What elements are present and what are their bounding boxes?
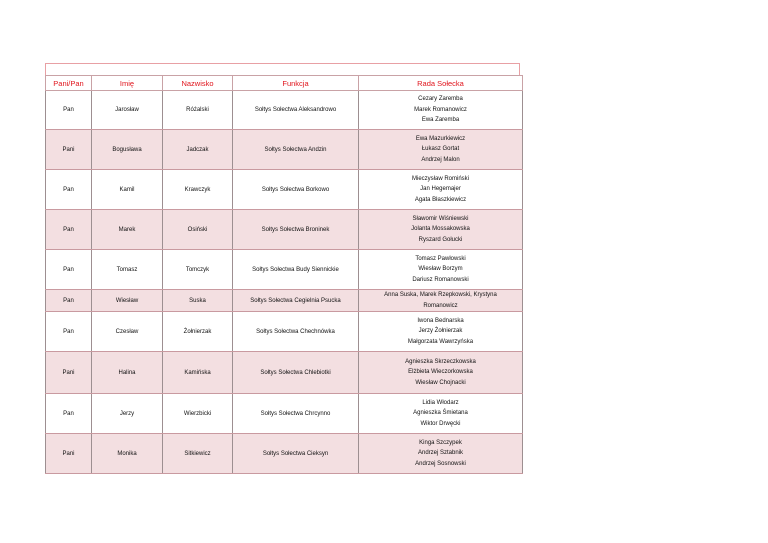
sheet-left-border xyxy=(45,463,46,469)
council-member: Iwona Bednarska xyxy=(417,317,464,324)
council-member: Anna Suska, Marek Rzepkowski, Krystyna xyxy=(384,292,497,298)
cell-last-name: Tomczyk xyxy=(163,250,233,290)
cell-role: Sołtys Sołectwa Cieksyn xyxy=(233,434,359,474)
council-member: Andrzej Malon xyxy=(421,156,460,163)
cell-council xyxy=(359,312,523,352)
council-member: Agnieszka Skrzeczkowska xyxy=(405,358,476,365)
cell-first-name: Jerzy xyxy=(92,394,163,434)
cell-title: Pani xyxy=(46,130,92,170)
council-member: Lidia Włodarz xyxy=(422,399,459,406)
council-member: Jerzy Żołnierzak xyxy=(418,328,463,335)
council-member: Andrzej Sosnowski xyxy=(415,460,466,467)
council-member: Kinga Szczypek xyxy=(419,439,462,446)
cell-title: Pan xyxy=(46,91,92,130)
council-member: Elżbieta Wieczorkowska xyxy=(408,369,473,376)
council-member: Sławomir Wiśniewski xyxy=(412,215,469,222)
cell-council xyxy=(359,352,523,394)
council-member: Mieczysław Romiński xyxy=(411,175,469,182)
header-row xyxy=(46,76,523,91)
table-row xyxy=(46,250,523,290)
cell-role: Sołtys Sołectwa Chrcynno xyxy=(233,394,359,434)
cell-title: Pan xyxy=(46,210,92,250)
cell-first-name: Wiesław xyxy=(92,290,163,312)
cell-role: Sołtys Sołectwa Budy Siennickie xyxy=(233,250,359,290)
table-row xyxy=(46,170,523,210)
cell-first-name: Kamil xyxy=(92,170,163,210)
cell-first-name: Bogusława xyxy=(92,130,163,170)
cell-role: Sołtys Sołectwa Chlebiotki xyxy=(233,352,359,394)
cell-first-name: Czesław xyxy=(92,312,163,352)
cell-last-name: Jadczak xyxy=(163,130,233,170)
cell-last-name: Różalski xyxy=(163,91,233,130)
cell-title: Pan xyxy=(46,312,92,352)
cell-council xyxy=(359,210,523,250)
council-member: Małgorzata Wawrzyńska xyxy=(407,338,474,345)
table-row xyxy=(46,394,523,434)
cell-role: Sołtys Sołectwa Broninek xyxy=(233,210,359,250)
council-member: Ewa Zaremba xyxy=(421,117,460,124)
cell-role: Sołtys Sołectwa Cegielnia Psucka xyxy=(233,290,359,312)
cell-last-name: Wierzbicki xyxy=(163,394,233,434)
cell-last-name: Żołnierzak xyxy=(163,312,233,352)
cell-first-name: Halina xyxy=(92,352,163,394)
council-member: Łukasz Gortat xyxy=(421,146,460,153)
council-member: Marek Romanowicz xyxy=(414,106,467,113)
cell-title: Pani xyxy=(46,352,92,394)
cell-council xyxy=(359,91,523,130)
council-member: Agnieszka Śmietana xyxy=(413,410,468,417)
table-row xyxy=(46,312,523,352)
cell-first-name: Tomasz xyxy=(92,250,163,290)
cell-first-name: Marek xyxy=(92,210,163,250)
cell-last-name: Suska xyxy=(163,290,233,312)
cell-last-name: Sitkiewicz xyxy=(163,434,233,474)
cell-council xyxy=(359,434,523,474)
council-member: Romanowicz xyxy=(423,302,458,309)
solectwa-table xyxy=(45,75,523,474)
cell-last-name: Osiński xyxy=(163,210,233,250)
header-title: Pani/Pan xyxy=(46,76,92,91)
cell-title: Pan xyxy=(46,290,92,312)
council-member: Wiesław Chojnacki xyxy=(415,379,466,386)
sheet-top-border xyxy=(45,63,520,75)
council-member: Agata Błaszkiewicz xyxy=(414,196,467,203)
cell-role: Sołtys Sołectwa Chechnówka xyxy=(233,312,359,352)
table-row xyxy=(46,434,523,474)
cell-role: Sołtys Sołectwa Andzin xyxy=(233,130,359,170)
header-last-name: Nazwisko xyxy=(163,76,233,91)
header-role: Funkcja xyxy=(233,76,359,91)
cell-council xyxy=(359,170,523,210)
council-member: Wiesław Borzym xyxy=(418,266,463,273)
cell-council xyxy=(359,250,523,290)
table-row xyxy=(46,91,523,130)
cell-last-name: Krawczyk xyxy=(163,170,233,210)
table-row xyxy=(46,352,523,394)
council-member: Wiktor Drwęcki xyxy=(420,420,461,427)
cell-title: Pani xyxy=(46,434,92,474)
table-row xyxy=(46,290,523,312)
table-row xyxy=(46,210,523,250)
table-row xyxy=(46,130,523,170)
council-member: Jolanta Mossakowska xyxy=(411,226,470,233)
cell-council xyxy=(359,290,523,312)
cell-title: Pan xyxy=(46,170,92,210)
cell-last-name: Kamińska xyxy=(163,352,233,394)
council-member: Jan Hegemajer xyxy=(420,186,461,193)
cell-first-name: Monika xyxy=(92,434,163,474)
cell-title: Pan xyxy=(46,394,92,434)
cell-role: Sołtys Sołectwa Aleksandrowo xyxy=(233,91,359,130)
cell-council xyxy=(359,130,523,170)
cell-title: Pan xyxy=(46,250,92,290)
cell-first-name: Jarosław xyxy=(92,91,163,130)
council-member: Cezary Zaremba xyxy=(418,96,463,103)
council-member: Ewa Mazurkiewicz xyxy=(415,135,466,142)
header-council: Rada Sołecka xyxy=(359,76,523,91)
cell-role: Sołtys Sołectwa Borkowo xyxy=(233,170,359,210)
cell-council xyxy=(359,394,523,434)
council-member: Tomasz Pawłowski xyxy=(415,255,466,262)
council-member: Ryszard Gołucki xyxy=(418,236,463,243)
header-first-name: Imię xyxy=(92,76,163,91)
council-member: Dariusz Romanowski xyxy=(412,276,469,283)
council-member: Andrzej Sztabnik xyxy=(417,450,464,457)
